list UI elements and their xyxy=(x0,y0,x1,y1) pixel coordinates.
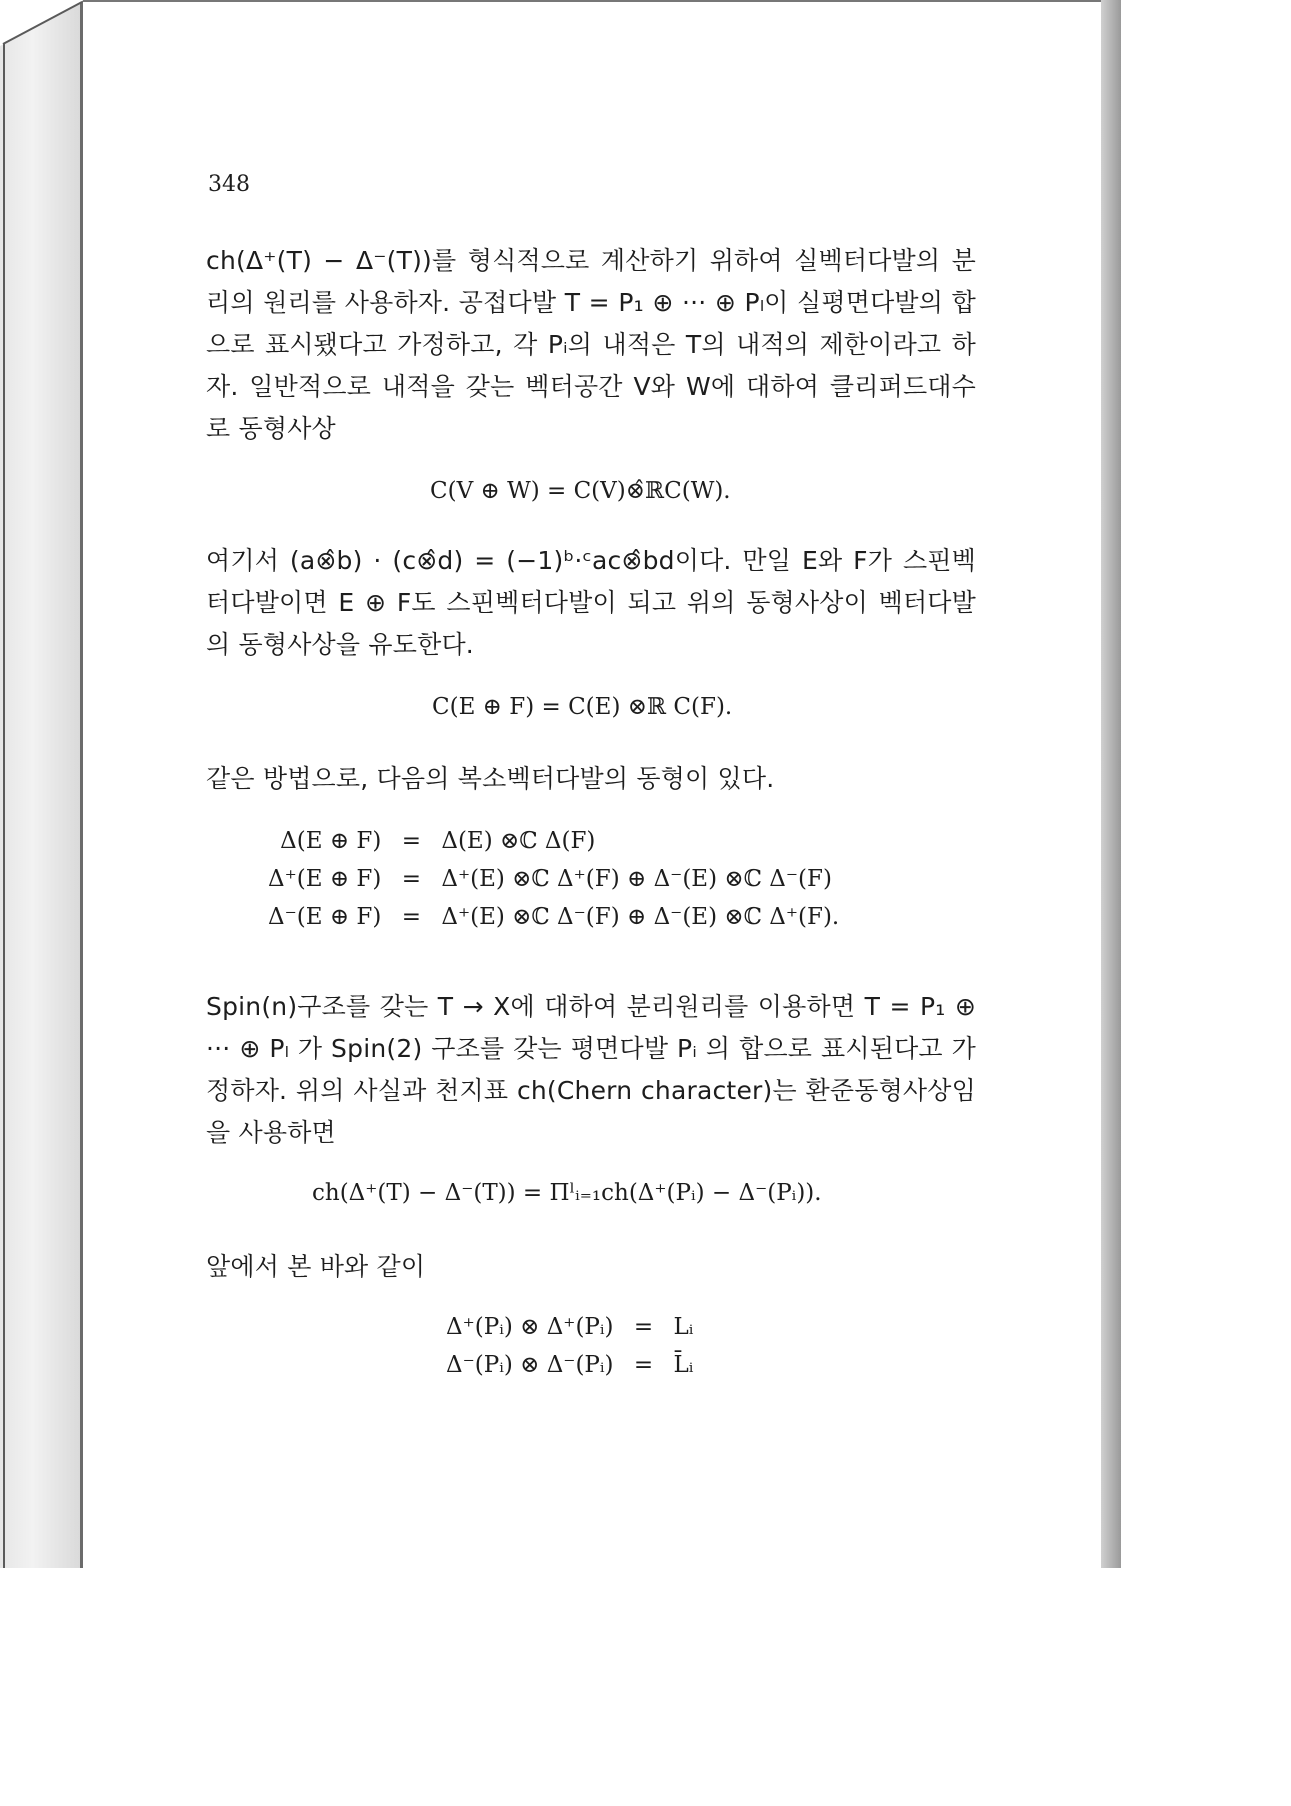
eq-row-rhs: Δ⁺(E) ⊗ℂ Δ⁺(F) ⊕ Δ⁻(E) ⊗ℂ Δ⁻(F) xyxy=(441,866,832,892)
eq-row-rhs: Δ(E) ⊗ℂ Δ(F) xyxy=(441,828,596,854)
paragraph-splitting-principle: ch(Δ⁺(T) − Δ⁻(T))를 형식적으로 계산하기 위하여 실벡터다발의 분리의 원리를 사용하자. 공접다발 T = P₁ ⊕ ··· ⊕ Pₗ이 실평면다발의 합으로 표시됐다고 가정하고, 각 Pᵢ의 내적은 T의 내적의 제한이라고 하자. 일반적으로 내적을 갖는 벡터공간 V와 W에 대하여 클리퍼드대수로 동형사상 xyxy=(206,246,976,443)
equation-clifford-isomorphism: C(V ⊕ W) = C(V)⊗̂ℝC(W). xyxy=(430,478,731,504)
equation-bundle-isomorphism: C(E ⊕ F) = C(E) ⊗ℝ C(F). xyxy=(432,694,733,720)
eq-row-lhs: Δ⁻(Pᵢ) ⊗ Δ⁻(Pᵢ) xyxy=(446,1352,614,1378)
page-number: 348 xyxy=(208,172,250,197)
eq-row-op: = xyxy=(401,904,421,930)
equation-chern-character: ch(Δ⁺(T) − Δ⁻(T)) = Πˡᵢ₌₁ch(Δ⁺(Pᵢ) − Δ⁻(Pᵢ)). xyxy=(312,1180,822,1206)
book-corner-bevel xyxy=(0,0,84,46)
eq-row-lhs: Δ⁺(E ⊕ F) xyxy=(268,866,382,892)
equation-array-spinor xyxy=(268,828,839,930)
page-edge-shadow xyxy=(1101,0,1121,1568)
eq-row-rhs: L̄ᵢ xyxy=(673,1352,694,1378)
eq-row-lhs: Δ⁻(E ⊕ F) xyxy=(268,904,382,930)
eq-row-op: = xyxy=(401,866,421,892)
eq-row-op: = xyxy=(401,828,421,854)
equation-array-line-bundles xyxy=(446,1314,693,1378)
paragraph-spin-structure: Spin(n)구조를 갖는 T → X에 대하여 분리원리를 이용하면 T = P₁ ⊕ ··· ⊕ Pₗ 가 Spin(2) 구조를 갖는 평면다발 Pᵢ 의 합으로 표시된다고 가정하자. 위의 사실과 천지표 ch(Chern character)는 환준동형사상임을 사용하면 xyxy=(206,992,976,1147)
eq-row-lhs: Δ(E ⊕ F) xyxy=(280,828,382,854)
paragraph-complex-bundles: 같은 방법으로, 다음의 복소벡터다발의 동형이 있다. xyxy=(206,764,775,793)
eq-row-rhs: Δ⁺(E) ⊗ℂ Δ⁻(F) ⊕ Δ⁻(E) ⊗ℂ Δ⁺(F). xyxy=(441,904,840,930)
eq-row-op: = xyxy=(633,1314,654,1340)
paragraph-spinor-bundle: 여기서 (a⊗̂b) · (c⊗̂d) = (−1)ᵇ·ᶜac⊗̂bd이다. 만일 E와 F가 스핀벡터다발이면 E ⊕ F도 스핀벡터다발이 되고 위의 동형사상이 벡터다발의 동형사상을 유도한다. xyxy=(206,546,976,659)
eq-row-lhs: Δ⁺(Pᵢ) ⊗ Δ⁺(Pᵢ) xyxy=(446,1314,614,1340)
book-side-edge xyxy=(0,0,82,1568)
eq-row-op: = xyxy=(633,1352,654,1378)
paragraph-as-seen-before: 앞에서 본 바와 같이 xyxy=(206,1252,426,1281)
book-outline xyxy=(3,42,5,1568)
eq-row-rhs: Lᵢ xyxy=(673,1314,694,1340)
